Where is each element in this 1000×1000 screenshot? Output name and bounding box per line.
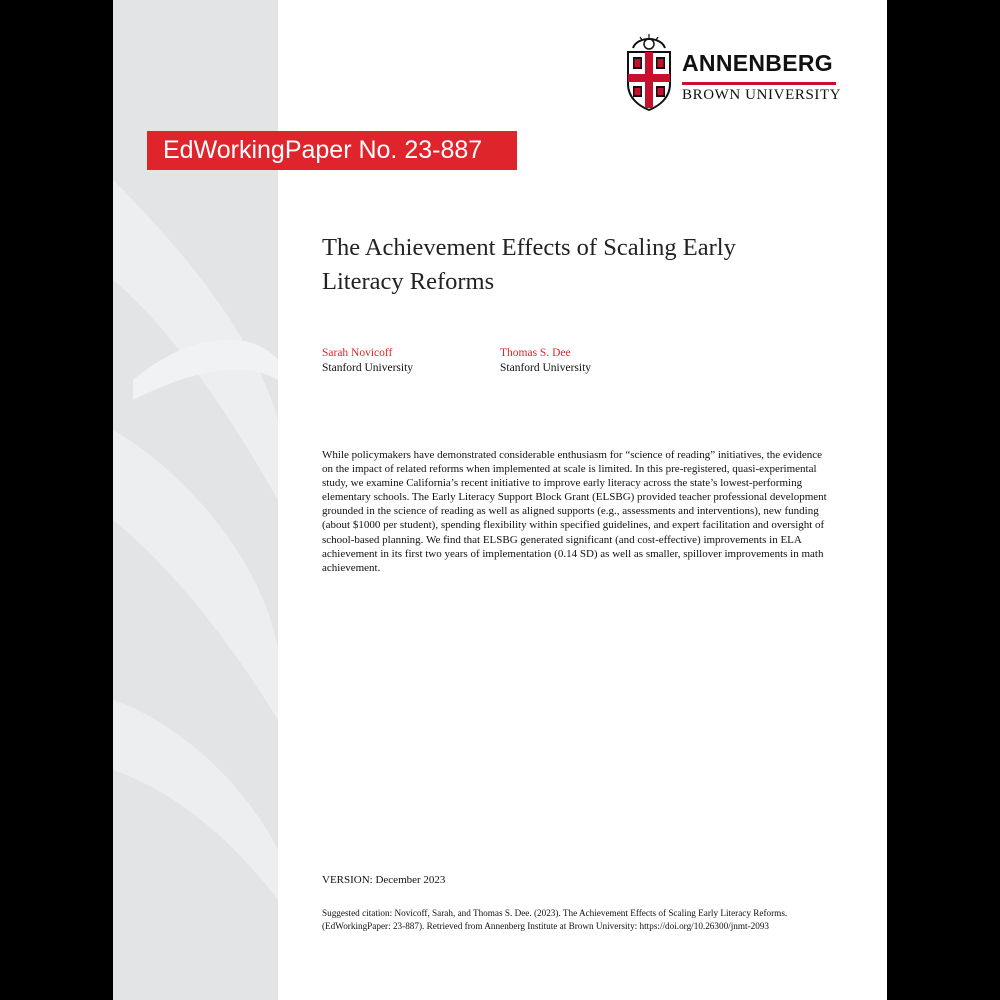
author-block: [500, 346, 591, 376]
author-affiliation: Stanford University: [322, 362, 414, 374]
author-name: Sarah Novicoff: [322, 347, 393, 359]
logo-divider: [682, 82, 836, 85]
author-affiliation: Stanford University: [500, 362, 592, 374]
logo-subtitle: BROWN UNIVERSITY: [682, 87, 842, 103]
logo-title: ANNENBERG: [682, 50, 833, 76]
series-banner: EdWorkingPaper No. 23-887: [147, 131, 517, 170]
brown-shield-icon: [625, 32, 673, 112]
annenberg-logo: [625, 32, 845, 114]
author-block: [322, 346, 413, 376]
version-line: VERSION: December 2023: [322, 874, 446, 886]
author-name: Thomas S. Dee: [500, 347, 571, 359]
suggested-citation: Suggested citation: Novicoff, Sarah, and Thomas S. Dee. (2023). The Achievement Effects of Scaling Early Literacy Reforms. (EdWorkingPaper: 23-887). Retrieved from Annenberg Institute at Brown University: https://doi.org/10.26300/jnmt-2093: [322, 908, 788, 931]
abstract: While policymakers have demonstrated considerable enthusiasm for “science of reading” initiatives, the evidence on the impact of related reforms when implemented at scale is limited. In this pre-registered, quasi-experimental study, we examine California’s recent initiative to improve early literacy across the state’s lowest-performing elementary schools. The Early Literacy Support Block Grant (ELSBG) provided teacher professional development grounded in the science of reading as well as aligned supports (e.g., assessments and interventions), new funding (about $1000 per student), spending flexibility within specified guidelines, and expert facilitation and oversight of school-based planning. We find that ELSBG generated significant (and cost-effective) improvements in ELA achievement in its first two years of implementation (0.14 SD) as well as smaller, spillover improvements in math achievement.: [322, 449, 827, 574]
paper-title: The Achievement Effects of Scaling Early Literacy Reforms: [322, 234, 736, 295]
paper-cover-page: [113, 0, 887, 1000]
